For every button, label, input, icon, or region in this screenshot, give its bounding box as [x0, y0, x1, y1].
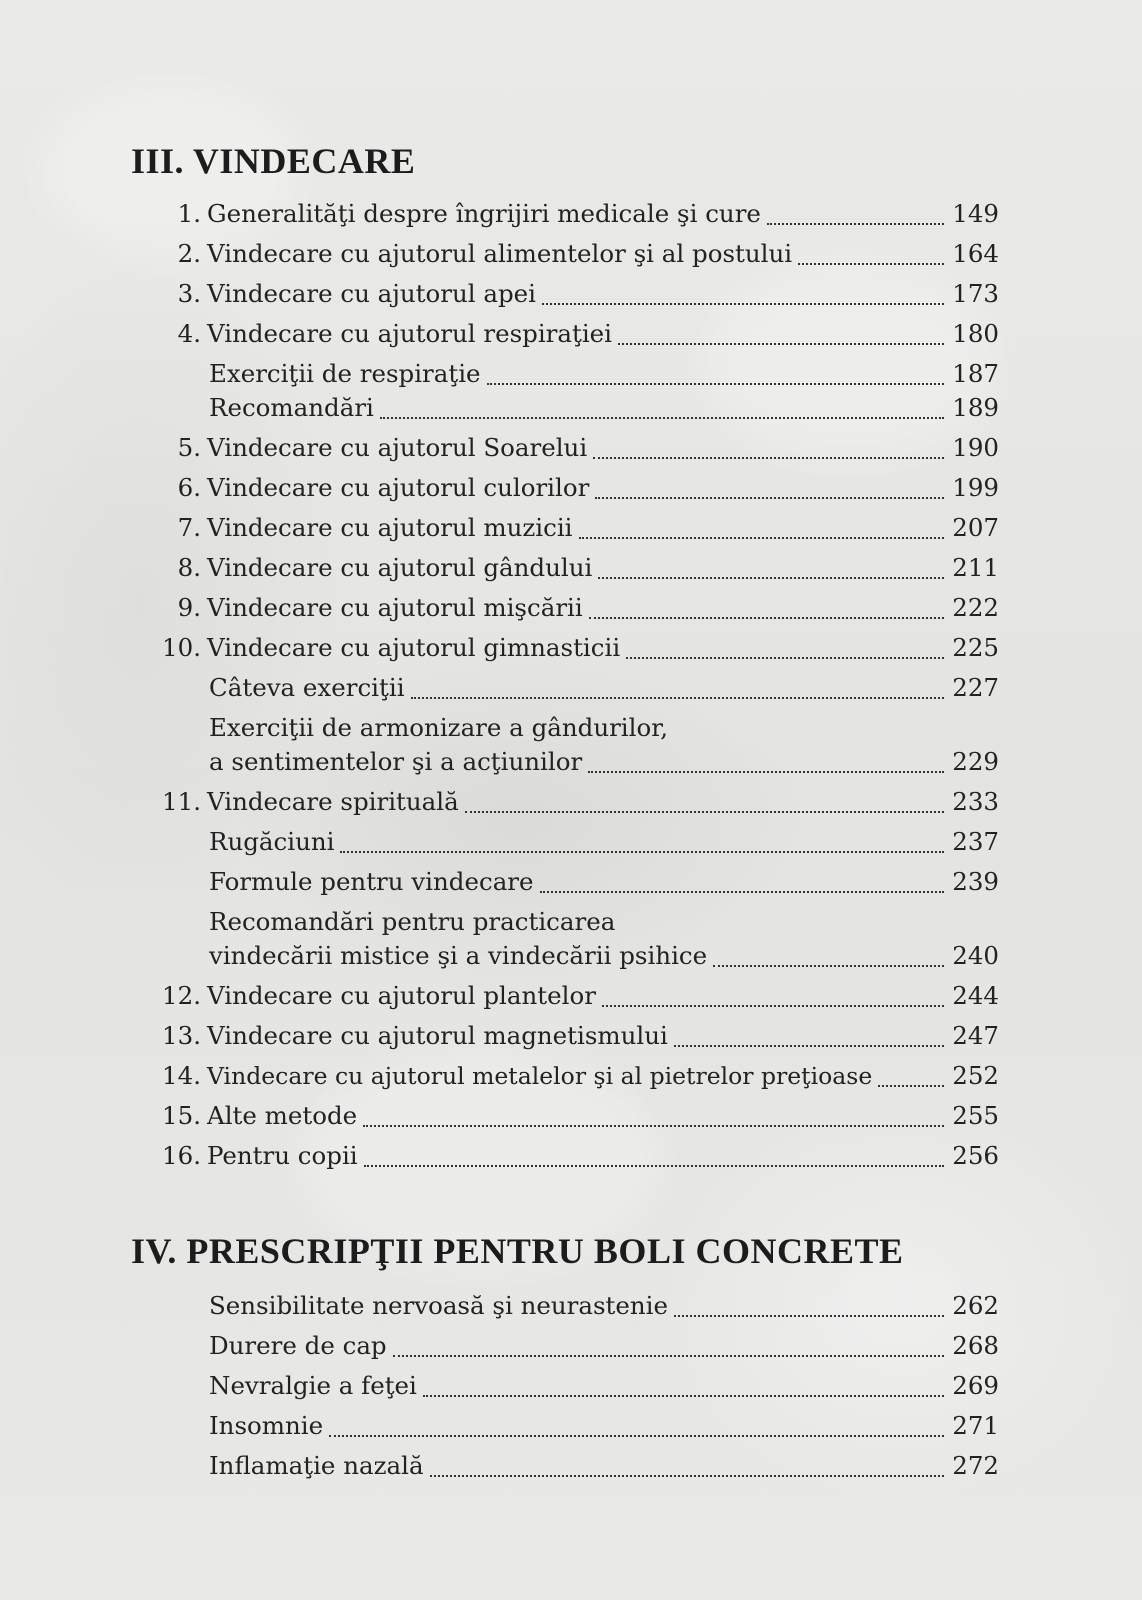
- leader-dots: [487, 382, 945, 385]
- entry-page: 187: [952, 359, 999, 388]
- leader-dots: [798, 262, 944, 265]
- entry-label: Vindecare cu ajutorul gândului: [207, 553, 593, 582]
- toc-entry: [161, 1136, 999, 1176]
- entry-label: Câteva exerciţii: [209, 673, 405, 702]
- entry-number: 9.: [177, 593, 201, 622]
- leader-dots: [363, 1124, 944, 1127]
- leader-dots: [618, 342, 944, 345]
- entry-number: 15.: [162, 1101, 201, 1130]
- leader-dots: [380, 416, 944, 419]
- entry-page: 180: [952, 319, 999, 348]
- entry-page: 244: [952, 981, 999, 1010]
- toc-subentry: [209, 668, 999, 708]
- entry-page: 271: [952, 1411, 999, 1440]
- entry-page: 199: [952, 473, 999, 502]
- entry-label: Vindecare cu ajutorul apei: [207, 279, 536, 308]
- entry-page: 256: [952, 1141, 999, 1170]
- toc-subentry: [209, 862, 999, 902]
- entry-number: 12.: [162, 981, 201, 1010]
- entry-number: 14.: [162, 1061, 201, 1090]
- leader-dots: [593, 456, 944, 459]
- entry-label: Vindecare cu ajutorul metalelor şi al pietrelor preţioase: [207, 1062, 873, 1090]
- entry-page: 255: [952, 1101, 999, 1130]
- toc-entry: [161, 428, 999, 468]
- leader-dots: [540, 890, 945, 893]
- entry-page: 229: [952, 747, 999, 776]
- entry-page: 262: [952, 1291, 999, 1320]
- leader-dots: [329, 1434, 944, 1437]
- leader-dots: [589, 616, 945, 619]
- entry-label: Exerciţii de respiraţie: [209, 359, 481, 388]
- entry-page: 247: [952, 1021, 999, 1050]
- entry-label: Rugăciuni: [209, 827, 335, 856]
- entry-label: Vindecare cu ajutorul gimnasticii: [207, 633, 621, 662]
- entry-page: 222: [952, 593, 999, 622]
- entry-label: Vindecare cu ajutorul alimentelor şi al postului: [207, 239, 793, 268]
- entry-page: 149: [952, 199, 999, 228]
- leader-dots: [878, 1084, 944, 1087]
- entry-label: Vindecare cu ajutorul muzicii: [207, 513, 573, 542]
- entry-page: 272: [952, 1451, 999, 1480]
- entry-label: Alte metode: [207, 1101, 358, 1130]
- entry-number: 8.: [177, 553, 201, 582]
- toc-entry: [161, 468, 999, 508]
- leader-dots: [393, 1354, 945, 1357]
- leader-dots: [542, 302, 944, 305]
- entry-label: vindecării mistice şi a vindecării psihice: [209, 941, 708, 970]
- entry-page: 269: [952, 1371, 999, 1400]
- toc-entry: [161, 508, 999, 548]
- toc-entry: [161, 314, 999, 354]
- entry-number: 3.: [177, 279, 201, 308]
- leader-dots: [674, 1044, 944, 1047]
- toc-entry: [161, 976, 999, 1016]
- leader-dots: [423, 1394, 944, 1397]
- leader-dots: [767, 222, 944, 225]
- toc-entry: [161, 628, 999, 668]
- leader-dots: [364, 1164, 945, 1167]
- toc-subentry: [209, 1406, 999, 1446]
- leader-dots: [595, 496, 944, 499]
- toc-entry: [161, 1056, 999, 1096]
- entry-label-line1: Exerciţii de armonizare a gândurilor,: [209, 713, 669, 742]
- entry-number: 4.: [177, 319, 201, 348]
- entry-label-line1: Recomandări pentru practicarea: [209, 907, 616, 936]
- leader-dots: [430, 1474, 945, 1477]
- entry-page: 225: [952, 633, 999, 662]
- entry-number: 11.: [162, 787, 201, 816]
- entry-number: 5.: [177, 433, 201, 462]
- leader-dots: [602, 1004, 944, 1007]
- leader-dots: [626, 656, 944, 659]
- entry-number: 6.: [177, 473, 201, 502]
- entry-label: Vindecare cu ajutorul magnetismului: [207, 1021, 668, 1050]
- entry-page: 233: [952, 787, 999, 816]
- leader-dots: [588, 770, 944, 773]
- entry-label: Pentru copii: [207, 1141, 358, 1170]
- entry-label: Durere de cap: [209, 1331, 387, 1360]
- entry-label: Generalităţi despre îngrijiri medicale şi cure: [207, 199, 761, 228]
- entry-page: 227: [952, 673, 999, 702]
- entry-label: Recomandări: [209, 393, 374, 422]
- entry-number: 7.: [177, 513, 201, 542]
- toc-subentry: [209, 742, 999, 782]
- entry-page: 252: [952, 1061, 999, 1090]
- toc-subentry: [209, 1286, 999, 1326]
- entry-label: Sensibilitate nervoasă şi neurastenie: [209, 1291, 669, 1320]
- entry-page: 239: [952, 867, 999, 896]
- toc-subentry: [209, 388, 999, 428]
- entry-page: 240: [952, 941, 999, 970]
- section-title: III. VINDECARE: [131, 141, 416, 181]
- entry-page: 189: [952, 393, 999, 422]
- entry-label: Vindecare cu ajutorul plantelor: [207, 981, 596, 1010]
- leader-dots: [598, 576, 944, 579]
- entry-page: 173: [952, 279, 999, 308]
- entry-label: Vindecare cu ajutorul mişcării: [207, 593, 583, 622]
- toc-entry: [161, 274, 999, 314]
- entry-page: 190: [952, 433, 999, 462]
- entry-label: Insomnie: [209, 1411, 324, 1440]
- toc-entry: [161, 782, 999, 822]
- entry-page: 268: [952, 1331, 999, 1360]
- leader-dots: [340, 850, 944, 853]
- entry-number: 2.: [177, 239, 201, 268]
- entry-label: Vindecare cu ajutorul Soarelui: [207, 433, 588, 462]
- entry-label: Nevralgie a feţei: [209, 1371, 417, 1400]
- toc-subentry: [209, 1366, 999, 1406]
- leader-dots: [465, 810, 945, 813]
- entry-label: a sentimentelor şi a acţiunilor: [209, 747, 583, 776]
- toc-entry: [161, 1096, 999, 1136]
- entry-label: Vindecare cu ajutorul respiraţiei: [207, 319, 613, 348]
- toc-entry: [161, 1016, 999, 1056]
- toc-subentry: [209, 1446, 999, 1486]
- toc-entry: [161, 194, 999, 234]
- leader-dots: [713, 964, 944, 967]
- leader-dots: [411, 696, 945, 699]
- toc-entry: [161, 588, 999, 628]
- toc-entry: [161, 548, 999, 588]
- leader-dots: [579, 536, 945, 539]
- leader-dots: [674, 1314, 944, 1317]
- entry-number: 16.: [162, 1141, 201, 1170]
- entry-page: 207: [952, 513, 999, 542]
- toc-subentry: [209, 822, 999, 862]
- section-title: IV. PRESCRIPŢII PENTRU BOLI CONCRETE: [131, 1231, 904, 1271]
- entry-page: 237: [952, 827, 999, 856]
- toc-subentry: [209, 1326, 999, 1366]
- entry-label: Vindecare spirituală: [207, 787, 459, 816]
- entry-label: Formule pentru vindecare: [209, 867, 534, 896]
- entry-page: 211: [952, 553, 999, 582]
- entry-number: 10.: [162, 633, 201, 662]
- entry-label: Vindecare cu ajutorul culorilor: [207, 473, 590, 502]
- entry-page: 164: [952, 239, 999, 268]
- entry-number: 1.: [177, 199, 201, 228]
- entry-number: 13.: [162, 1021, 201, 1050]
- toc-entry: [161, 234, 999, 274]
- toc-subentry: [209, 936, 999, 976]
- entry-label: Inflamaţie nazală: [209, 1451, 424, 1480]
